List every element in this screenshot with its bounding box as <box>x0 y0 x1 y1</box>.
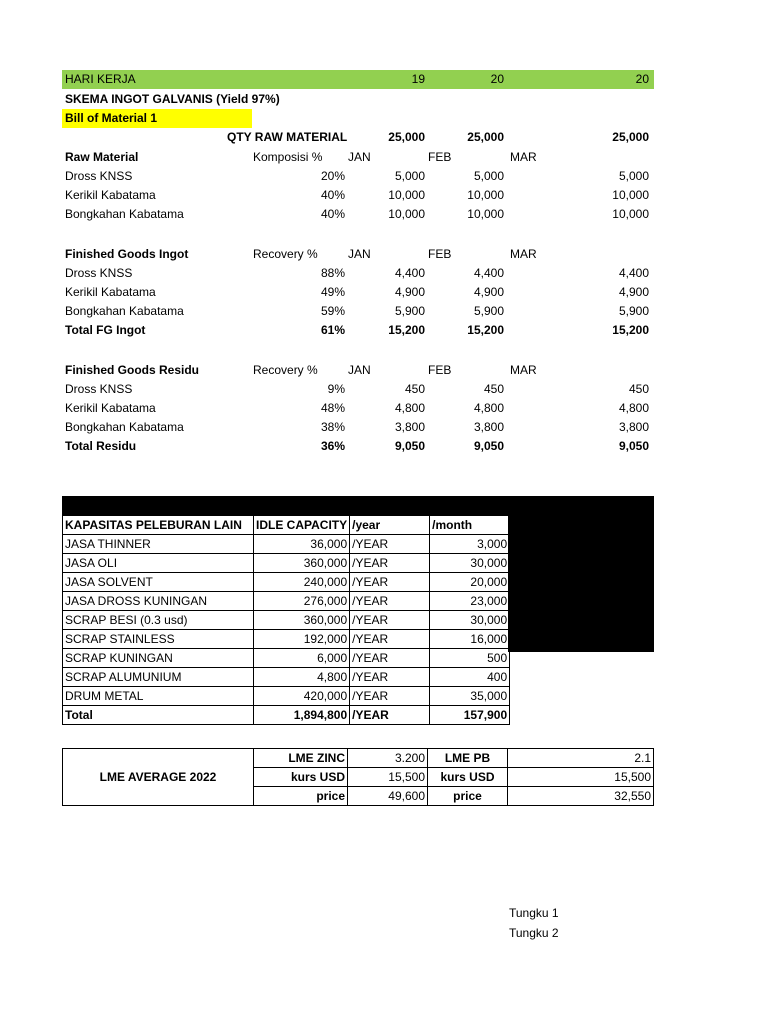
kapasitas-cell: 192,000 <box>254 630 350 649</box>
row-value: 450 <box>483 382 504 396</box>
row-value: 5,900 <box>394 304 425 318</box>
kapasitas-cell: DRUM METAL <box>63 687 254 706</box>
kapasitas-cell: 23,000 <box>430 592 510 611</box>
section-title: Finished Goods Ingot <box>65 247 189 261</box>
kapasitas-cell: SCRAP BESI (0.3 usd) <box>63 611 254 630</box>
row-value: 4,800 <box>394 401 425 415</box>
row-value: 10,000 <box>612 188 649 202</box>
table-row <box>63 687 510 706</box>
kapasitas-cell: IDLE CAPACITY <box>254 516 350 535</box>
row-pct: 20% <box>320 169 345 183</box>
table-row <box>63 535 510 554</box>
kapasitas-cell: 6,000 <box>254 649 350 668</box>
total-pct: 36% <box>320 439 345 453</box>
kapasitas-cell: 3,000 <box>430 535 510 554</box>
kapasitas-cell: 20,000 <box>430 573 510 592</box>
row-value: 5,000 <box>618 169 649 183</box>
lme-cell: kurs USD <box>254 768 348 787</box>
kapasitas-cell: /month <box>430 516 510 535</box>
kapasitas-cell: 157,900 <box>430 706 510 725</box>
month-label: JAN <box>348 150 371 164</box>
black-block <box>508 515 654 652</box>
kapasitas-cell: 35,000 <box>430 687 510 706</box>
row-pct: 48% <box>320 401 345 415</box>
table-row <box>63 749 654 768</box>
kapasitas-cell: 4,800 <box>254 668 350 687</box>
kapasitas-cell: /YEAR <box>350 668 430 687</box>
total-value: 15,200 <box>388 323 425 337</box>
kapasitas-cell: JASA OLI <box>63 554 254 573</box>
row-name: Bongkahan Kabatama <box>65 207 184 221</box>
kapasitas-cell: 30,000 <box>430 554 510 573</box>
kapasitas-cell: JASA THINNER <box>63 535 254 554</box>
row-value: 10,000 <box>388 207 425 221</box>
lme-cell: 15,500 <box>508 768 654 787</box>
row-name: Dross KNSS <box>65 382 133 396</box>
section-col-label: Recovery % <box>253 363 318 377</box>
kapasitas-cell: JASA DROSS KUNINGAN <box>63 592 254 611</box>
kapasitas-cell: 1,894,800 <box>254 706 350 725</box>
kapasitas-cell: SCRAP ALUMUNIUM <box>63 668 254 687</box>
row-pct: 49% <box>320 285 345 299</box>
row-value: 5,900 <box>618 304 649 318</box>
kapasitas-cell: /YEAR <box>350 687 430 706</box>
kapasitas-cell: SCRAP KUNINGAN <box>63 649 254 668</box>
total-value: 9,050 <box>618 439 649 453</box>
row-value: 4,400 <box>394 266 425 280</box>
row-value: 4,900 <box>618 285 649 299</box>
lme-cell: 2.1 <box>508 749 654 768</box>
row-value: 5,000 <box>394 169 425 183</box>
table-row <box>63 611 510 630</box>
kapasitas-cell: JASA SOLVENT <box>63 573 254 592</box>
tungku-label: Tungku 2 <box>509 926 559 940</box>
month-label: FEB <box>428 247 452 261</box>
row-value: 3,800 <box>473 420 504 434</box>
lme-cell: LME ZINC <box>254 749 348 768</box>
qty-value: 25,000 <box>467 130 504 144</box>
kapasitas-cell: /YEAR <box>350 535 430 554</box>
row-pct: 40% <box>320 188 345 202</box>
hari-kerja-value: 19 <box>411 72 425 86</box>
lme-cell: kurs USD <box>428 768 508 787</box>
row-value: 10,000 <box>612 207 649 221</box>
row-name: Dross KNSS <box>65 266 133 280</box>
row-pct: 59% <box>320 304 345 318</box>
lme-cell: LME PB <box>428 749 508 768</box>
lme-cell: price <box>428 787 508 806</box>
kapasitas-cell: 36,000 <box>254 535 350 554</box>
row-name: Kerikil Kabatama <box>65 188 156 202</box>
black-header-bar <box>62 496 654 515</box>
tungku-label: Tungku 1 <box>509 906 559 920</box>
hari-kerja-label: HARI KERJA <box>65 72 136 86</box>
section-col-label: Recovery % <box>253 247 318 261</box>
kapasitas-cell: SCRAP STAINLESS <box>63 630 254 649</box>
section-title: Raw Material <box>65 150 139 164</box>
skema-title: SKEMA INGOT GALVANIS (Yield 97%) <box>65 92 280 106</box>
row-name: Bongkahan Kabatama <box>65 304 184 318</box>
kapasitas-cell: Total <box>63 706 254 725</box>
table-row <box>63 630 510 649</box>
row-value: 4,400 <box>473 266 504 280</box>
hari-kerja-value: 20 <box>490 72 504 86</box>
month-label: MAR <box>510 150 537 164</box>
row-value: 450 <box>628 382 649 396</box>
row-name: Kerikil Kabatama <box>65 401 156 415</box>
month-label: MAR <box>510 363 537 377</box>
kapasitas-cell: 420,000 <box>254 687 350 706</box>
total-name: Total FG Ingot <box>65 323 146 337</box>
row-value: 10,000 <box>388 188 425 202</box>
month-label: MAR <box>510 247 537 261</box>
row-value: 4,800 <box>473 401 504 415</box>
row-pct: 9% <box>327 382 345 396</box>
total-name: Total Residu <box>65 439 137 453</box>
kapasitas-cell: /YEAR <box>350 592 430 611</box>
row-value: 5,000 <box>473 169 504 183</box>
qty-raw-material-label: QTY RAW MATERIAL <box>227 130 348 144</box>
kapasitas-cell: KAPASITAS PELEBURAN LAIN <box>63 516 254 535</box>
kapasitas-cell: 240,000 <box>254 573 350 592</box>
table-row <box>63 668 510 687</box>
kapasitas-cell: /YEAR <box>350 554 430 573</box>
row-value: 10,000 <box>467 188 504 202</box>
total-value: 9,050 <box>394 439 425 453</box>
row-value: 4,900 <box>394 285 425 299</box>
row-value: 4,400 <box>618 266 649 280</box>
lme-cell: 32,550 <box>508 787 654 806</box>
kapasitas-cell: 16,000 <box>430 630 510 649</box>
total-pct: 61% <box>320 323 345 337</box>
kapasitas-cell: /YEAR <box>350 649 430 668</box>
row-name: Dross KNSS <box>65 169 133 183</box>
kapasitas-cell: 30,000 <box>430 611 510 630</box>
total-value: 9,050 <box>473 439 504 453</box>
kapasitas-cell: 276,000 <box>254 592 350 611</box>
table-row <box>63 554 510 573</box>
row-name: Kerikil Kabatama <box>65 285 156 299</box>
table-row <box>63 573 510 592</box>
lme-cell: price <box>254 787 348 806</box>
kapasitas-cell: /YEAR <box>350 573 430 592</box>
row-name: Bongkahan Kabatama <box>65 420 184 434</box>
table-row <box>63 592 510 611</box>
row-value: 3,800 <box>394 420 425 434</box>
row-pct: 40% <box>320 207 345 221</box>
hari-kerja-value: 20 <box>635 72 649 86</box>
lme-cell: 15,500 <box>348 768 428 787</box>
row-value: 10,000 <box>467 207 504 221</box>
kapasitas-total-row <box>63 706 510 725</box>
row-pct: 88% <box>320 266 345 280</box>
kapasitas-cell: /YEAR <box>350 611 430 630</box>
section-col-label: Komposisi % <box>253 150 323 164</box>
kapasitas-cell: 400 <box>430 668 510 687</box>
section-title: Finished Goods Residu <box>65 363 200 377</box>
row-pct: 38% <box>320 420 345 434</box>
qty-value: 25,000 <box>612 130 649 144</box>
lme-cell: 49,600 <box>348 787 428 806</box>
kapasitas-cell: 500 <box>430 649 510 668</box>
kapasitas-cell: /year <box>350 516 430 535</box>
month-label: JAN <box>348 247 371 261</box>
month-label: JAN <box>348 363 371 377</box>
total-value: 15,200 <box>467 323 504 337</box>
total-value: 15,200 <box>612 323 649 337</box>
row-value: 4,900 <box>473 285 504 299</box>
row-value: 4,800 <box>618 401 649 415</box>
row-value: 5,900 <box>473 304 504 318</box>
kapasitas-cell: 360,000 <box>254 554 350 573</box>
month-label: FEB <box>428 150 452 164</box>
lme-table <box>62 748 654 806</box>
kapasitas-cell: 360,000 <box>254 611 350 630</box>
bom-title: Bill of Material 1 <box>65 111 158 125</box>
row-value: 3,800 <box>618 420 649 434</box>
table-row <box>63 649 510 668</box>
kapasitas-header-row <box>63 516 510 535</box>
kapasitas-table <box>62 515 510 725</box>
qty-value: 25,000 <box>388 130 425 144</box>
kapasitas-cell: /YEAR <box>350 630 430 649</box>
lme-title: LME AVERAGE 2022 <box>63 749 254 806</box>
kapasitas-cell: /YEAR <box>350 706 430 725</box>
row-value: 450 <box>404 382 425 396</box>
lme-cell: 3.200 <box>348 749 428 768</box>
month-label: FEB <box>428 363 452 377</box>
